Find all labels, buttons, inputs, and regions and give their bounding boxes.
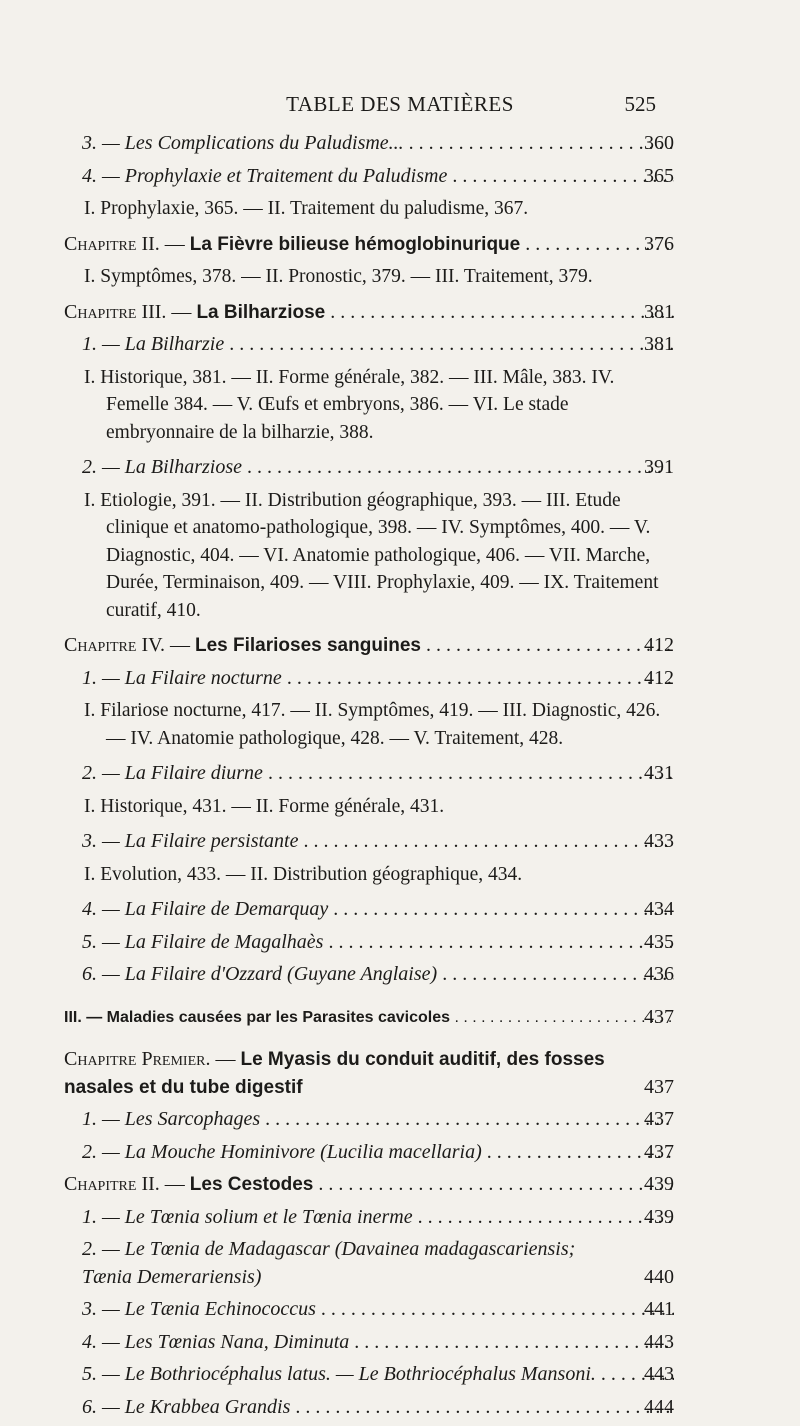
toc-detail: I. Historique, 381. — II. Forme générale, 382. — III. Mâle, 383. IV. Femelle 384. — V. Œufs et embryons, 386. — VI. Le stade embryonnaire de la bilharzie, 388. [84, 366, 615, 443]
toc-entry-label: 2. — Le Tœnia de Madagascar (Davainea madagascariensis; Tænia Demerariensis) [82, 1238, 576, 1288]
toc-entry[interactable] [64, 760, 674, 788]
toc-entry-page: 365 [644, 164, 674, 187]
toc-entry-label: 1. — Les Sarcophages . . . [64, 1106, 674, 1134]
toc-entry[interactable] [64, 1139, 674, 1167]
toc-detail: I. Filariose nocturne, 417. — II. Symptômes, 419. — III. Diagnostic, 426. — IV. Anatomie pathologique, 428. — V. Traitement, 428. [84, 700, 661, 749]
toc-detail: I. Historique, 431. — II. Forme générale, 431. [84, 795, 445, 817]
table-of-contents [64, 130, 674, 1426]
toc-entry-label: 5. — La Filaire de Magalhaès . . . [64, 929, 674, 957]
toc-entry[interactable] [64, 1236, 674, 1291]
toc-detail: I. Evolution, 433. — II. Distribution géographique, 434. [84, 863, 523, 885]
toc-entry-label: 3. — Les Complications du Paludisme... . . . [64, 130, 674, 158]
toc-chapter[interactable] [64, 1046, 674, 1101]
chapter-title: Le Myasis du conduit auditif, des fosses nasales et du tube digestif [64, 1049, 605, 1098]
toc-detail: I. Etiologie, 391. — II. Distribution géographique, 393. — III. Etude clinique et anatomo-pathologique, 398. — IV. Symptômes, 400. — V. Diagnostic, 404. — VI. Anatomie pathologique, 406. — VII. Marche, Durée, Terminaison, 409. — VIII. Prophylaxie, 409. — IX. Traitement curatif, 410. [84, 489, 659, 621]
toc-entry-page: 436 [644, 963, 674, 985]
toc-entry-page: 391 [644, 456, 674, 478]
toc-entry-page: 360 [644, 132, 674, 154]
toc-entry-page: 412 [644, 634, 674, 656]
toc-part[interactable] [64, 1004, 674, 1032]
toc-entry[interactable] [64, 130, 674, 158]
chapter-title: Les Cestodes [189, 1174, 314, 1195]
toc-entry-page: 437 [644, 1005, 674, 1028]
chapter-number: Chapitre III. — [64, 300, 192, 323]
toc-entry-label: 4. — La Filaire de Demarquay . . . [64, 896, 674, 924]
toc-entry-page: 443 [644, 1330, 674, 1353]
toc-entry-page: 437 [644, 1140, 674, 1163]
toc-entry-page: 439 [644, 1173, 674, 1195]
toc-entry-page: 444 [644, 1395, 674, 1418]
running-title: TABLE DES MATIÈRES [286, 92, 514, 116]
toc-detail: I. Prophylaxie, 365. — II. Traitement du paludisme, 367. [84, 198, 529, 219]
toc-detail: I. Symptômes, 378. — II. Pronostic, 379. — III. Traitement, 379. [84, 266, 593, 287]
toc-entry-label: 1. — La Bilharzie . . . [64, 331, 674, 359]
toc-entry-page: 437 [644, 1108, 674, 1130]
toc-chapter[interactable] [64, 231, 674, 259]
toc-entry-label: 3. — Le Tænia Echinococcus . . . [64, 1296, 674, 1324]
toc-chapter[interactable] [64, 299, 674, 327]
toc-entry-label: 4. — Les Tœnias Nana, Diminuta . . . [64, 1329, 674, 1357]
toc-entry-page: 381 [644, 333, 674, 355]
toc-entry[interactable] [64, 331, 674, 359]
toc-entry-page: 437 [644, 1075, 674, 1098]
page-number: 525 [624, 92, 656, 116]
toc-entry[interactable] [64, 929, 674, 957]
toc-entry-page: 381 [644, 300, 674, 323]
toc-entry[interactable] [64, 1361, 674, 1389]
toc-entry-label: 6. — Le Krabbea Grandis . . . [64, 1394, 674, 1422]
toc-entry[interactable] [64, 1106, 674, 1134]
chapter-number: Chapitre IV. — [64, 634, 190, 656]
toc-entry-label: 1. — La Filaire nocturne . . . [64, 665, 674, 693]
toc-entry-label: 3. — La Filaire persistante . . . [64, 828, 674, 856]
toc-entry[interactable] [64, 896, 674, 924]
toc-entry[interactable] [64, 665, 674, 693]
chapter-title: La Bilharziose [196, 301, 326, 323]
chapter-title: La Fièvre bilieuse hémoglobinurique [189, 233, 521, 255]
toc-entry[interactable] [64, 1394, 674, 1422]
toc-entry-page: 443 [644, 1363, 674, 1385]
toc-entry-label: 2. — La Filaire diurne . . . [64, 760, 674, 788]
toc-entry[interactable] [64, 1204, 674, 1232]
toc-chapter[interactable] [64, 1171, 674, 1199]
part-title: III. — Maladies causées par les Parasites cavicoles . . . [64, 1004, 674, 1032]
toc-entry-label: 1. — Le Tœnia solium et le Tœnia inerme . . . [64, 1204, 674, 1232]
toc-chapter[interactable] [64, 632, 674, 660]
toc-entry-page: 412 [644, 666, 674, 689]
toc-entry-label: 2. — La Mouche Hominivore (Lucilia macellaria) . . . [64, 1139, 674, 1167]
toc-entry-page: 440 [644, 1265, 674, 1288]
toc-entry[interactable] [64, 961, 674, 989]
toc-entry-page: 435 [644, 930, 674, 953]
toc-entry-label: 4. — Prophylaxie et Traitement du Paludisme . . . [64, 163, 674, 191]
toc-entry[interactable] [64, 1296, 674, 1324]
toc-entry[interactable] [64, 163, 674, 191]
chapter-number: Chapitre II. — [64, 232, 185, 255]
toc-entry-page: 431 [644, 762, 674, 784]
toc-entry[interactable] [64, 1329, 674, 1357]
toc-entry-label: 5. — Le Bothriocéphalus latus. — Le Bothriocéphalus Mansoni. . . . [64, 1361, 674, 1389]
toc-entry-page: 376 [644, 232, 674, 255]
toc-entry-label: 6. — La Filaire d'Ozzard (Guyane Anglaise) . . . [64, 961, 674, 989]
chapter-number: Chapitre Premier. — [64, 1048, 236, 1070]
toc-entry[interactable] [64, 828, 674, 856]
toc-entry-page: 433 [644, 830, 674, 852]
toc-entry[interactable] [64, 454, 674, 482]
toc-entry-label: 2. — La Bilharziose . . . [64, 454, 674, 482]
chapter-number: Chapitre II. — [64, 1173, 185, 1195]
chapter-title: Les Filarioses sanguines [194, 635, 421, 656]
toc-entry-page: 441 [644, 1298, 674, 1320]
toc-entry-page: 439 [644, 1205, 674, 1228]
toc-entry-page: 434 [644, 898, 674, 920]
